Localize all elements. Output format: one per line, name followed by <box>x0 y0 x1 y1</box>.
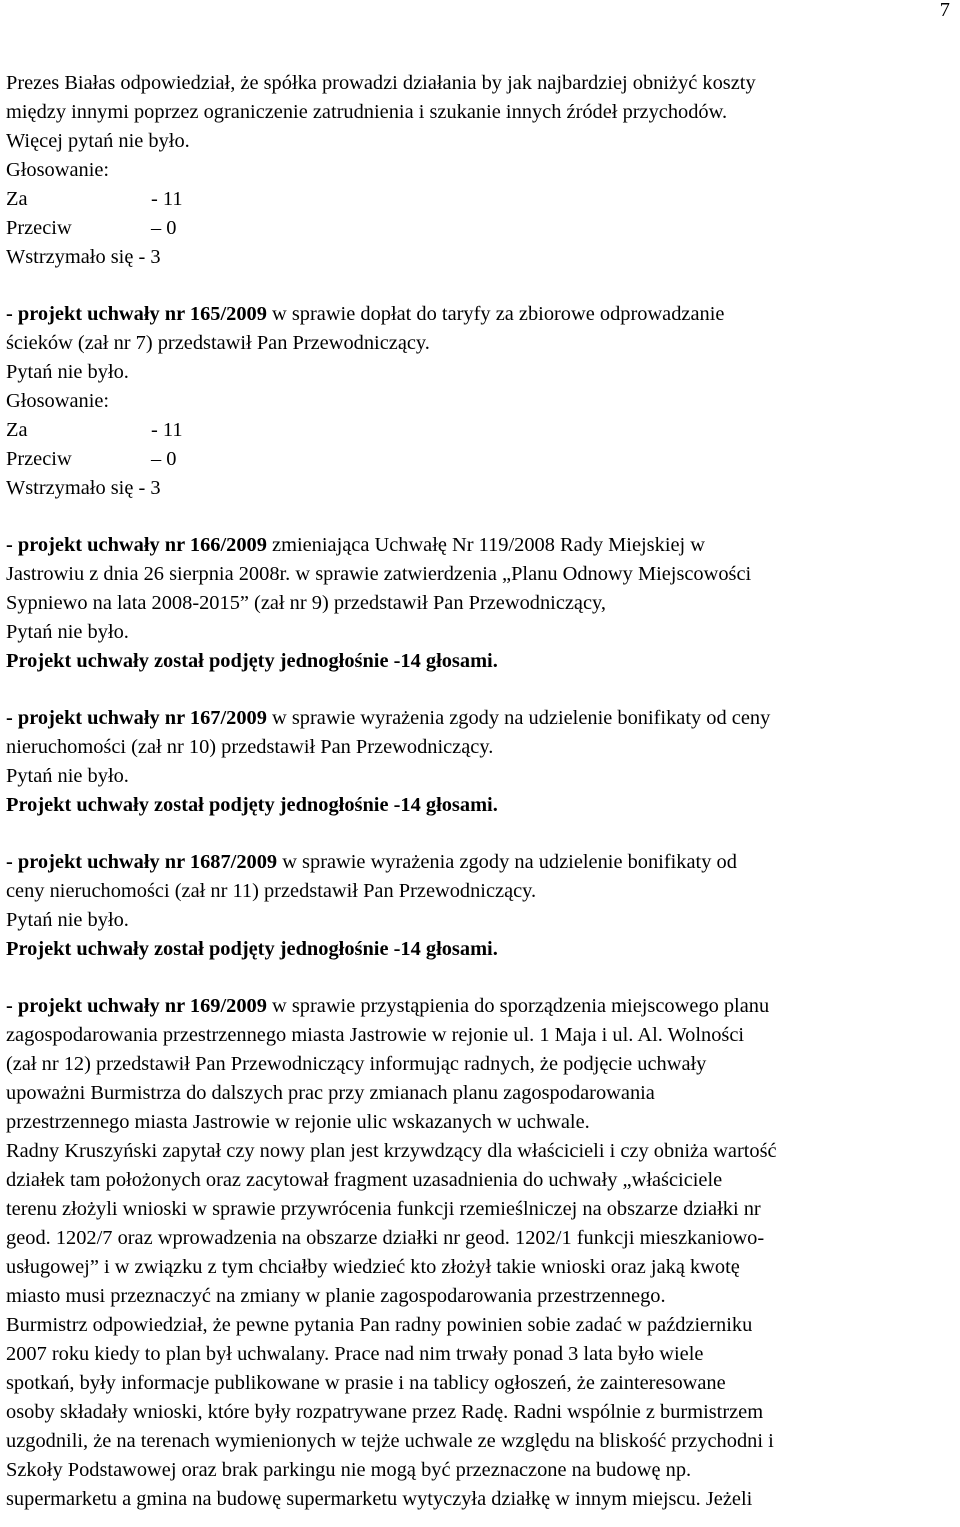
intro-line-1: Prezes Białas odpowiedział, że spółka prowadzi działania by jak najbardziej obniżyć koszty <box>6 72 756 94</box>
resolution-168-text: w sprawie wyrażenia zgody na udzielenie bonifikaty od <box>277 851 737 873</box>
vote-heading: Głosowanie: <box>6 159 110 181</box>
vote-za-label: Za <box>6 419 28 441</box>
resolution-169-paragraph-line: Szkoły Podstawowej oraz brak parkingu nie mogą być przeznaczone na budowę np. <box>6 1459 692 1481</box>
resolution-167-text: w sprawie wyrażenia zgody na udzielenie bonifikaty od ceny <box>266 707 771 729</box>
resolution-169-paragraph-line: spotkań, były informacje publikowane w prasie i na tablicy ogłoszeń, że zainteresowane <box>6 1372 726 1394</box>
resolution-169-paragraph-line: upoważni Burmistrza do dalszych prac przy zmianach planu zagospodarowania <box>6 1082 655 1104</box>
vote-za-value: - 11 <box>151 419 183 441</box>
resolution-167-title: - projekt uchwały nr 167/2009 <box>6 707 267 729</box>
vote-wstrzymalo-row <box>6 474 956 503</box>
intro-line-2: między innymi poprzez ograniczenie zatrudnienia i szukanie innych źródeł przychodów. <box>6 101 728 123</box>
resolution-166-line-2: Jastrowiu z dnia 26 sierpnia 2008r. w sprawie zatwierdzenia „Planu Odnowy Miejscowości <box>6 563 752 585</box>
resolution-165-line-2: ścieków (zał nr 7) przedstawił Pan Przewodniczący. <box>6 332 430 354</box>
resolution-169-paragraph-line: uzgodnili, że na terenach wymienionych w tejże uchwale ze względu na bliskość przychodni i <box>6 1430 774 1452</box>
vote-wstrzymalo-row <box>6 243 956 272</box>
vote-za-value: - 11 <box>151 188 183 210</box>
resolution-168-line-3: Pytań nie było. <box>6 909 129 931</box>
resolution-165-line-1 <box>6 300 956 329</box>
resolution-167-line-2: nieruchomości (zał nr 10) przedstawił Pan Przewodniczący. <box>6 736 494 758</box>
resolution-169-paragraph-line: miasto musi przeznaczyć na zmiany w planie zagospodarowania przestrzennego. <box>6 1285 666 1307</box>
resolution-165-line-3: Pytań nie było. <box>6 361 129 383</box>
resolution-168-line-1 <box>6 848 956 877</box>
page-number: 7 <box>939 0 950 21</box>
resolution-167-line-3: Pytań nie było. <box>6 765 129 787</box>
resolution-169-paragraph-line: zagospodarowania przestrzennego miasta Jastrowie w rejonie ul. 1 Maja i ul. Al. Wolności <box>6 1024 745 1046</box>
vote-heading: Głosowanie: <box>6 390 110 412</box>
vote-za-label: Za <box>6 188 28 210</box>
intro-line-3: Więcej pytań nie było. <box>6 130 190 152</box>
resolution-169-paragraph-line: usługowej” i w związku z tym chciałby wiedzieć kto złożył takie wnioski oraz jaką kwotę <box>6 1256 740 1278</box>
vote-przeciw-value: – 0 <box>151 217 177 239</box>
resolution-169-line-1 <box>6 992 956 1021</box>
vote-wstrzymalo-label: Wstrzymało się <box>6 246 134 268</box>
vote-przeciw-row <box>6 214 956 243</box>
resolution-166-title: - projekt uchwały nr 166/2009 <box>6 534 267 556</box>
resolution-165-title: - projekt uchwały nr 165/2009 <box>6 303 267 325</box>
vote-za-row <box>6 185 956 214</box>
resolution-169-text: w sprawie przystąpienia do sporządzenia miejscowego planu <box>266 995 770 1017</box>
resolution-168-line-2: ceny nieruchomości (zał nr 11) przedstawił Pan Przewodniczący. <box>6 880 537 902</box>
resolution-169-paragraph-line: przestrzennego miasta Jastrowie w rejonie ulic wskazanych w uchwale. <box>6 1111 590 1133</box>
resolution-168-result: Projekt uchwały został podjęty jednogłośnie -14 głosami. <box>6 938 498 960</box>
resolution-166-line-1 <box>6 531 956 560</box>
resolution-169-paragraph-line: Radny Kruszyński zapytał czy nowy plan jest krzywdzący dla właścicieli i czy obniża wartość <box>6 1140 777 1162</box>
resolution-169-paragraph-line: 2007 roku kiedy to plan był uchwalany. Prace nad nim trwały ponad 3 lata było wiele <box>6 1343 704 1365</box>
resolution-166-line-3: Sypniewo na lata 2008-2015” (zał nr 9) przedstawił Pan Przewodniczący, <box>6 592 606 614</box>
vote-wstrzymalo-label: Wstrzymało się <box>6 477 134 499</box>
resolution-166-result: Projekt uchwały został podjęty jednogłośnie -14 głosami. <box>6 650 498 672</box>
vote-przeciw-value: – 0 <box>151 448 177 470</box>
resolution-169-paragraph-line: supermarketu a gmina na budowę supermarketu wytyczyła działkę w innym miejscu. Jeżeli <box>6 1488 753 1510</box>
vote-za-row <box>6 416 956 445</box>
resolution-167-result: Projekt uchwały został podjęty jednogłośnie -14 głosami. <box>6 794 498 816</box>
resolution-169-title: - projekt uchwały nr 169/2009 <box>6 995 267 1017</box>
vote-przeciw-label: Przeciw <box>6 448 72 470</box>
resolution-168-title: - projekt uchwały nr 1687/2009 <box>6 851 278 873</box>
resolution-165-text: w sprawie dopłat do taryfy za zbiorowe odprowadzanie <box>266 303 725 325</box>
vote-przeciw-label: Przeciw <box>6 217 72 239</box>
resolution-169-paragraph-line: (zał nr 12) przedstawił Pan Przewodniczący informując radnych, że podjęcie uchwały <box>6 1053 707 1075</box>
resolution-169-paragraph-line: terenu złożyli wnioski w sprawie przywrócenia funkcji rzemieślniczej na obszarze działki nr <box>6 1198 761 1220</box>
vote-przeciw-row <box>6 445 956 474</box>
resolution-169-paragraph-line: działek tam położonych oraz zacytował fragment uzasadnienia do uchwały „właściciele <box>6 1169 723 1191</box>
vote-wstrzymalo-value: - 3 <box>138 246 161 268</box>
vote-wstrzymalo-value: - 3 <box>138 477 161 499</box>
document-body <box>6 69 956 1514</box>
resolution-166-text: zmieniająca Uchwałę Nr 119/2008 Rady Miejskiej w <box>266 534 706 556</box>
resolution-167-line-1 <box>6 704 956 733</box>
resolution-169-paragraph-line: osoby składały wnioski, które były rozpatrywane przez Radę. Radni wspólnie z burmistrzem <box>6 1401 764 1423</box>
resolution-169-paragraph-line: Burmistrz odpowiedział, że pewne pytania Pan radny powinien sobie zadać w październiku <box>6 1314 753 1336</box>
resolution-166-line-4: Pytań nie było. <box>6 621 129 643</box>
resolution-169-paragraph-line: geod. 1202/7 oraz wprowadzenia na obszarze działki nr geod. 1202/1 funkcji mieszkaniowo- <box>6 1227 765 1249</box>
